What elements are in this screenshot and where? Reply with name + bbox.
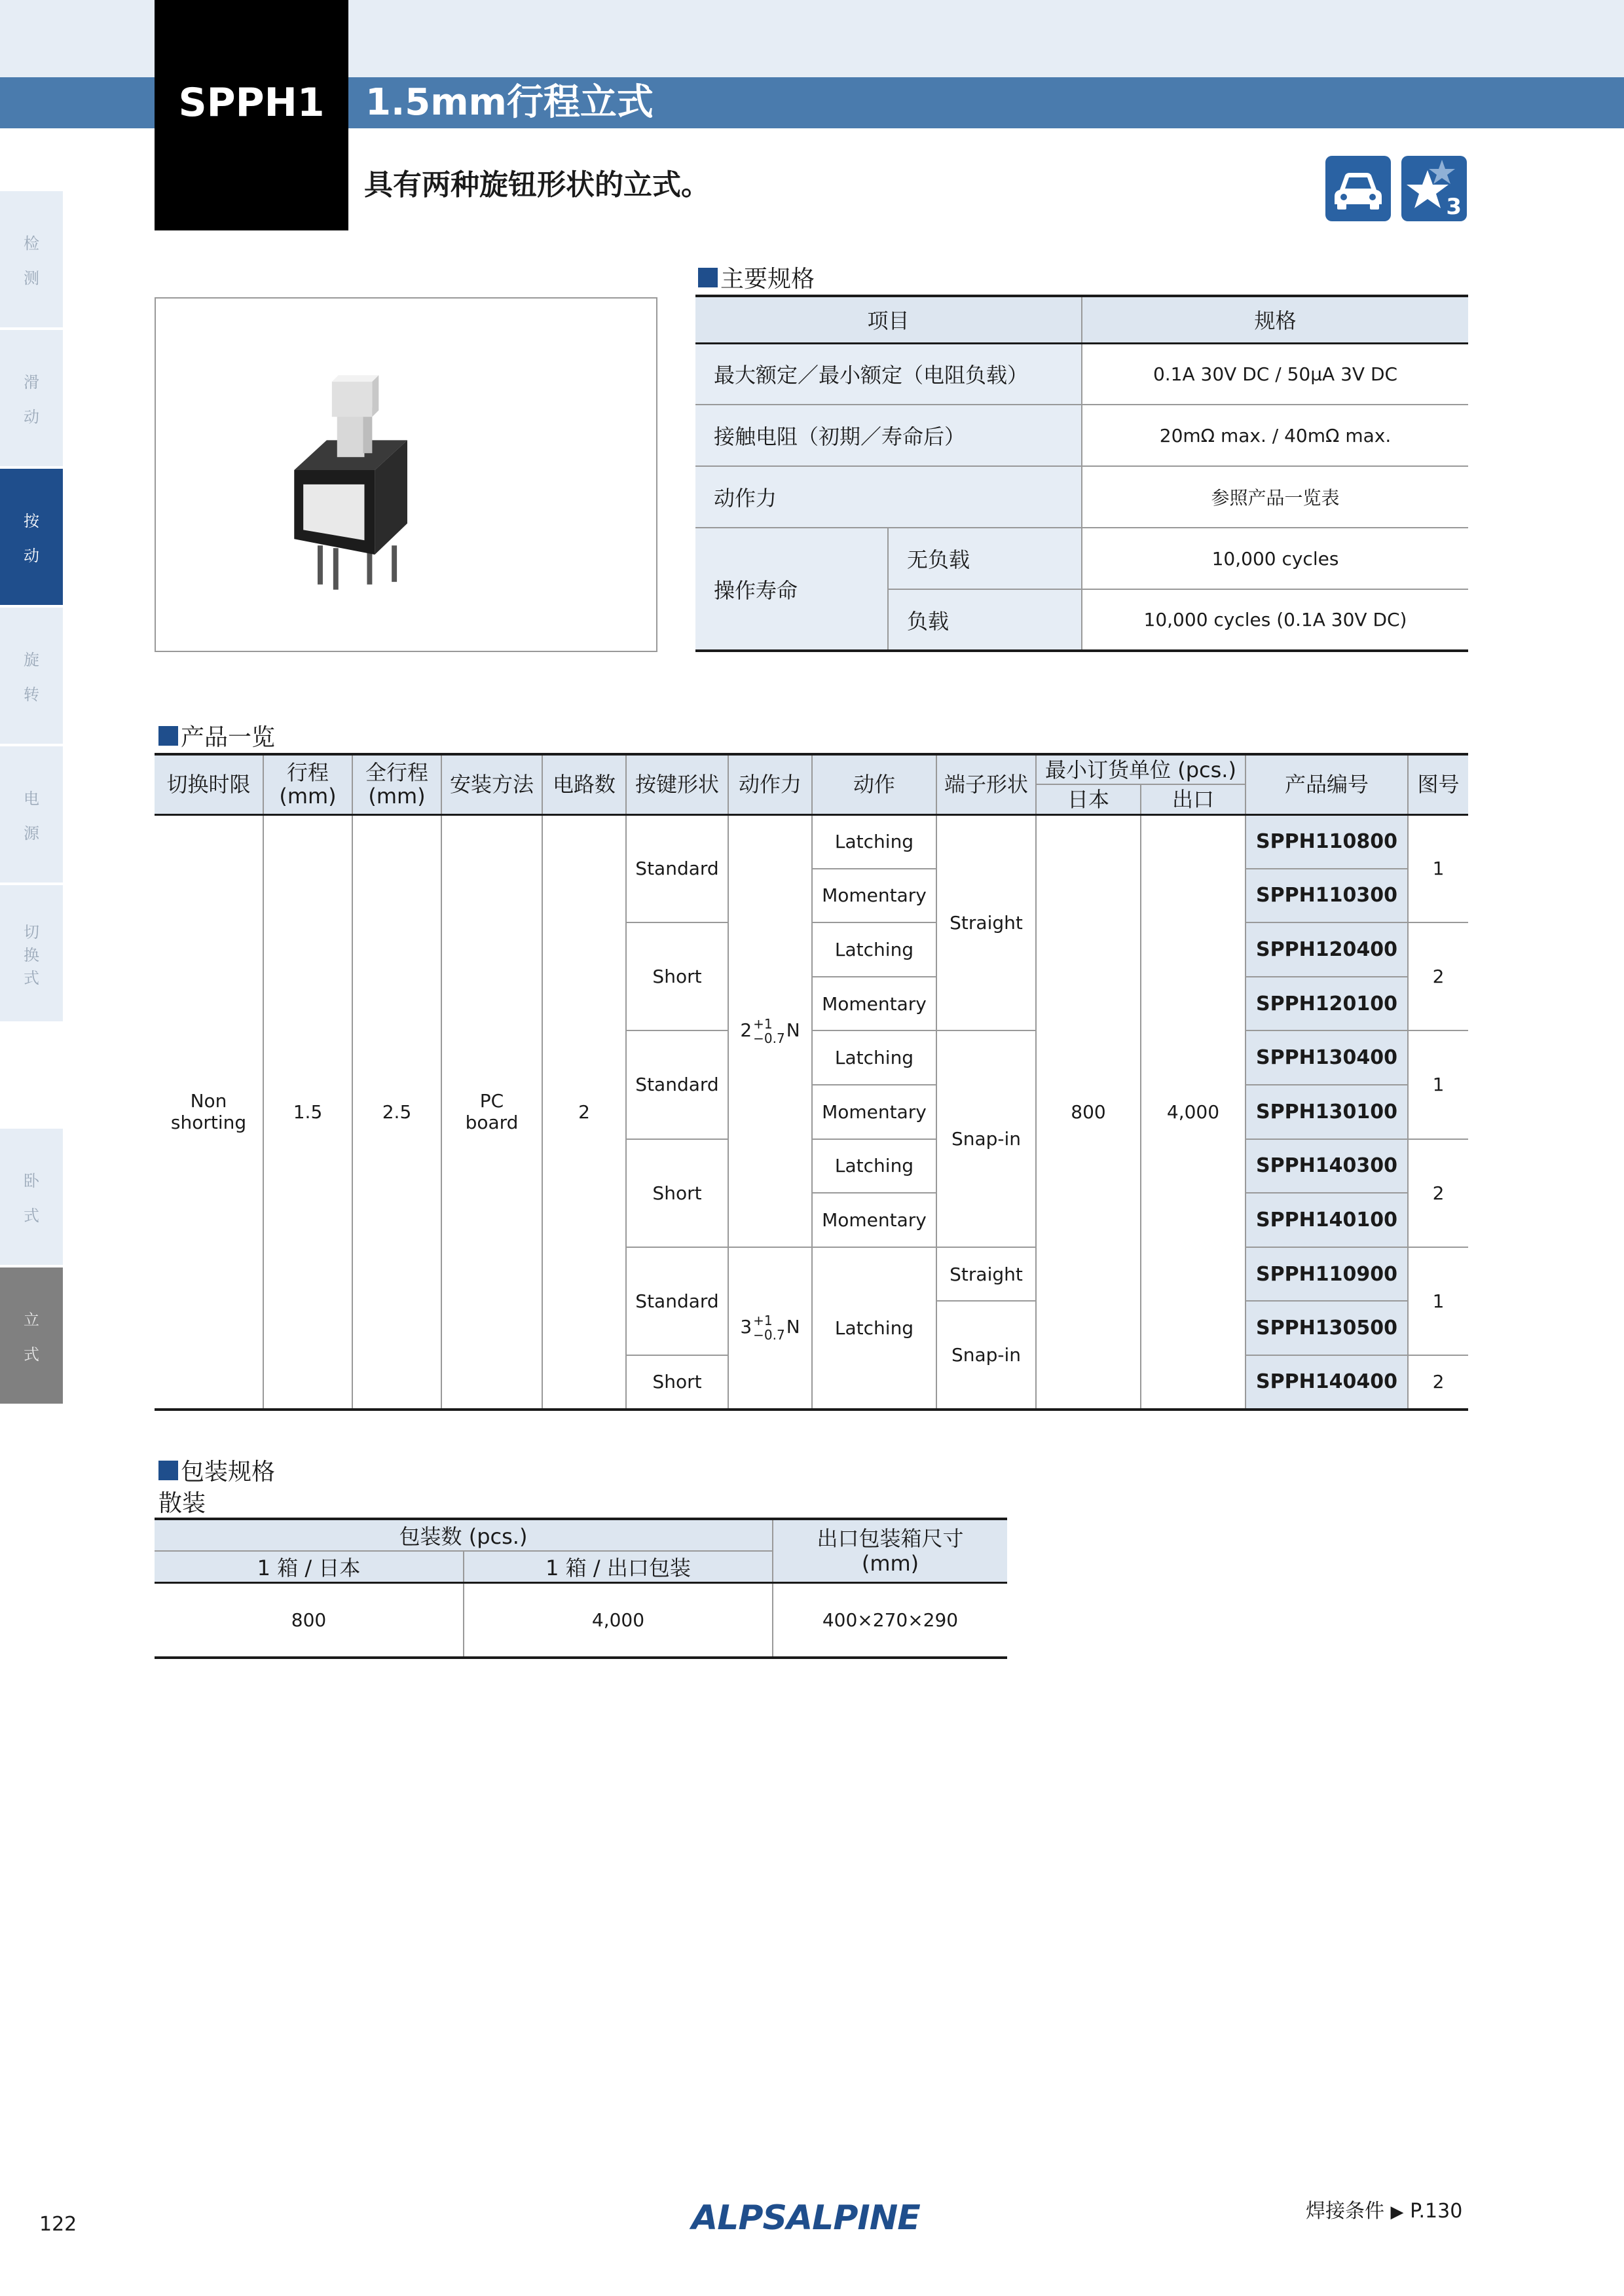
section-marker bbox=[158, 726, 178, 746]
cell-knob: Standard bbox=[626, 1030, 728, 1139]
cell-drawing: 2 bbox=[1408, 1355, 1468, 1410]
side-tab-label: 旋 bbox=[24, 651, 39, 669]
spec-resistance-label: 接触电阻（初期／寿命后） bbox=[695, 405, 1082, 466]
spec-rating-value: 0.1A 30V DC / 50μA 3V DC bbox=[1082, 343, 1468, 405]
solder-page: P.130 bbox=[1410, 2200, 1463, 2223]
table-row bbox=[695, 343, 1468, 405]
side-tab-detection[interactable] bbox=[0, 191, 63, 327]
spec-life-load-label: 负载 bbox=[888, 589, 1082, 651]
side-tab-label: 检 bbox=[24, 234, 39, 253]
arrow-right-icon: ▶ bbox=[1390, 2202, 1404, 2222]
cell-part-no: SPPH140100 bbox=[1246, 1193, 1408, 1247]
cell-part-no: SPPH120400 bbox=[1246, 922, 1408, 977]
cell-knob: Standard bbox=[626, 1247, 728, 1355]
cell-terminal: Snap-in bbox=[936, 1301, 1036, 1409]
table-row bbox=[695, 405, 1468, 466]
side-tab-label: 式 bbox=[24, 1207, 39, 1225]
cell-drawing: 1 bbox=[1408, 814, 1468, 922]
table-row bbox=[695, 466, 1468, 528]
cell-knob: Short bbox=[626, 1355, 728, 1410]
spec-rating-label: 最大额定／最小额定（电阻负载） bbox=[695, 343, 1082, 405]
page-number: 122 bbox=[39, 2213, 77, 2236]
side-tab-label: 切 bbox=[24, 922, 39, 941]
cell-total-travel: 2.5 bbox=[352, 814, 441, 1410]
cell-moq-export: 4,000 bbox=[1141, 814, 1246, 1410]
table-row bbox=[155, 1583, 1007, 1658]
packing-box-japan: 1 箱 / 日本 bbox=[155, 1551, 464, 1583]
side-tab-label: 动 bbox=[24, 408, 39, 426]
cell-action: Latching bbox=[812, 1139, 936, 1194]
cell-mounting bbox=[441, 814, 542, 1410]
side-tab-rotary[interactable] bbox=[0, 608, 63, 744]
spec-life-noload-label: 无负载 bbox=[888, 528, 1082, 589]
cell-part-no: SPPH120100 bbox=[1246, 977, 1408, 1031]
cell-force-b bbox=[728, 1247, 812, 1410]
star-icon bbox=[1401, 156, 1467, 221]
cell-moq-japan: 800 bbox=[1036, 814, 1141, 1410]
cell-part-no: SPPH130500 bbox=[1246, 1301, 1408, 1355]
side-tab-power[interactable] bbox=[0, 746, 63, 883]
cell-action: Momentary bbox=[812, 869, 936, 923]
cell-switching-l1: Non bbox=[190, 1090, 227, 1112]
cell-drawing: 1 bbox=[1408, 1247, 1468, 1355]
packing-size-value: 400×270×290 bbox=[773, 1583, 1007, 1658]
packing-size-header-l2: (mm) bbox=[861, 1551, 919, 1576]
cell-part-no: SPPH130400 bbox=[1246, 1030, 1408, 1085]
page-subtitle: 具有两种旋钮形状的立式。 bbox=[364, 168, 710, 202]
products-title-text: 产品一览 bbox=[181, 724, 276, 751]
cell-part-no: SPPH110900 bbox=[1246, 1247, 1408, 1302]
force-b-unit: N bbox=[786, 1316, 800, 1338]
cell-mounting-l2: board bbox=[465, 1112, 519, 1134]
spec-resistance-value: 20mΩ max. / 40mΩ max. bbox=[1082, 405, 1468, 466]
cell-action: Momentary bbox=[812, 1193, 936, 1247]
force-a-unit: N bbox=[786, 1019, 800, 1041]
packing-subtitle: 散装 bbox=[158, 1490, 206, 1517]
product-table bbox=[155, 753, 1468, 1411]
side-tab-slide[interactable] bbox=[0, 330, 63, 466]
header-travel-text: 行程 bbox=[286, 760, 329, 786]
header-force: 动作力 bbox=[728, 754, 812, 814]
header-circuits: 电路数 bbox=[542, 754, 626, 814]
cell-knob: Standard bbox=[626, 814, 728, 922]
cell-action: Momentary bbox=[812, 1085, 936, 1139]
spec-col-spec: 规格 bbox=[1082, 296, 1468, 343]
side-tab-label: 滑 bbox=[24, 373, 39, 392]
cell-circuits: 2 bbox=[542, 814, 626, 1410]
packing-qty-header: 包装数 (pcs.) bbox=[155, 1519, 773, 1551]
cell-action: Latching bbox=[812, 922, 936, 977]
cell-part-no: SPPH130100 bbox=[1246, 1085, 1408, 1139]
spec-col-item: 项目 bbox=[695, 296, 1082, 343]
cell-part-no: SPPH110800 bbox=[1246, 814, 1408, 869]
header-part-no: 产品编号 bbox=[1246, 754, 1408, 814]
spec-force-label: 动作力 bbox=[695, 466, 1082, 528]
spec-title-text: 主要规格 bbox=[720, 266, 815, 293]
side-tab-label: 测 bbox=[24, 269, 39, 287]
spec-life-noload-value: 10,000 cycles bbox=[1082, 528, 1468, 589]
force-b-minus: −0.7 bbox=[753, 1327, 785, 1343]
header-knob: 按键形状 bbox=[626, 754, 728, 814]
force-a-value: 2 bbox=[740, 1019, 752, 1041]
header-moq-export: 出口 bbox=[1141, 784, 1246, 814]
side-tab-label: 动 bbox=[24, 547, 39, 565]
side-tab-label: 转 bbox=[24, 685, 39, 704]
cell-force-a bbox=[728, 814, 812, 1247]
header-mounting: 安装方法 bbox=[441, 754, 542, 814]
header-drawing: 图号 bbox=[1408, 754, 1468, 814]
cell-part-no: SPPH140400 bbox=[1246, 1355, 1408, 1410]
header-moq-japan: 日本 bbox=[1036, 784, 1141, 814]
cell-switching-l2: shorting bbox=[170, 1112, 247, 1134]
cell-knob: Short bbox=[626, 1139, 728, 1247]
side-tab-switching[interactable] bbox=[0, 885, 63, 1021]
side-tab-label: 立 bbox=[24, 1311, 39, 1329]
cell-drawing: 2 bbox=[1408, 922, 1468, 1030]
alpsalpine-logo: ALPSALPINE bbox=[692, 2198, 920, 2238]
packing-table bbox=[155, 1518, 1007, 1659]
cell-action: Momentary bbox=[812, 977, 936, 1031]
table-row bbox=[695, 528, 1468, 589]
star-level: 3 bbox=[1446, 194, 1462, 220]
packing-size-header bbox=[773, 1519, 1007, 1583]
side-tab-label: 按 bbox=[24, 512, 39, 530]
force-b-plus: +1 bbox=[753, 1313, 773, 1329]
model-name: SPPH1 bbox=[178, 80, 325, 126]
packing-section-title bbox=[158, 1453, 275, 1487]
packing-title-text: 包装规格 bbox=[181, 1459, 276, 1485]
side-tab-horizontal[interactable] bbox=[0, 1129, 63, 1265]
cell-mounting-l1: PC bbox=[479, 1090, 504, 1112]
side-tab-label: 换 bbox=[24, 945, 39, 964]
header-travel-unit: (mm) bbox=[279, 784, 337, 809]
cell-knob: Short bbox=[626, 922, 728, 1030]
product-photo bbox=[155, 297, 657, 652]
packing-size-header-l1: 出口包装箱尺寸 bbox=[817, 1526, 964, 1551]
header-travel bbox=[263, 754, 352, 814]
solder-conditions-link[interactable] bbox=[1306, 2195, 1462, 2223]
side-tab-label: 式 bbox=[24, 1345, 39, 1364]
packing-box-export: 1 箱 / 出口包装 bbox=[464, 1551, 773, 1583]
force-a-plus: +1 bbox=[753, 1015, 773, 1032]
solder-label: 焊接条件 bbox=[1306, 2200, 1384, 2223]
spec-table bbox=[695, 295, 1468, 652]
cell-travel: 1.5 bbox=[263, 814, 352, 1410]
header-total-travel-text: 全行程 bbox=[365, 760, 428, 786]
header-total-travel bbox=[352, 754, 441, 814]
spec-life-load-value: 10,000 cycles (0.1A 30V DC) bbox=[1082, 589, 1468, 651]
side-tab-push[interactable] bbox=[0, 469, 63, 605]
cell-drawing: 1 bbox=[1408, 1030, 1468, 1139]
side-tab-vertical[interactable] bbox=[0, 1267, 63, 1404]
section-marker bbox=[158, 1461, 178, 1480]
table-row bbox=[155, 814, 1468, 869]
cell-terminal: Straight bbox=[936, 814, 1036, 1030]
side-tab-label: 式 bbox=[24, 968, 39, 987]
side-tab-label: 卧 bbox=[24, 1172, 39, 1190]
cell-part-no: SPPH110300 bbox=[1246, 869, 1408, 923]
page-title: 1.5mm行程立式 bbox=[365, 81, 654, 124]
cell-drawing: 2 bbox=[1408, 1139, 1468, 1247]
force-b-value: 3 bbox=[740, 1316, 752, 1338]
packing-export-value: 4,000 bbox=[464, 1583, 773, 1658]
cell-action: Latching bbox=[812, 1030, 936, 1085]
force-a-minus: −0.7 bbox=[753, 1030, 785, 1046]
spec-section-title bbox=[698, 261, 815, 294]
header-switching: 切换时限 bbox=[155, 754, 263, 814]
cell-switching bbox=[155, 814, 263, 1410]
header-action: 动作 bbox=[812, 754, 936, 814]
spec-life-label: 操作寿命 bbox=[695, 528, 888, 651]
cell-terminal: Straight bbox=[936, 1247, 1036, 1302]
spec-force-value: 参照产品一览表 bbox=[1082, 466, 1468, 528]
products-section-title bbox=[158, 719, 275, 752]
side-tab-label: 电 bbox=[24, 790, 39, 808]
section-marker bbox=[698, 268, 718, 287]
side-tab-label: 源 bbox=[24, 824, 39, 843]
car-icon bbox=[1325, 156, 1391, 221]
cell-action: Latching bbox=[812, 814, 936, 869]
header-terminal: 端子形状 bbox=[936, 754, 1036, 814]
switch-illustration bbox=[156, 299, 656, 651]
cell-terminal: Snap-in bbox=[936, 1030, 1036, 1247]
cell-action: Latching bbox=[812, 1247, 936, 1410]
header-moq: 最小订货单位 (pcs.) bbox=[1036, 754, 1246, 784]
cell-part-no: SPPH140300 bbox=[1246, 1139, 1408, 1194]
packing-japan-value: 800 bbox=[291, 1609, 327, 1631]
header-total-travel-unit: (mm) bbox=[368, 784, 426, 809]
